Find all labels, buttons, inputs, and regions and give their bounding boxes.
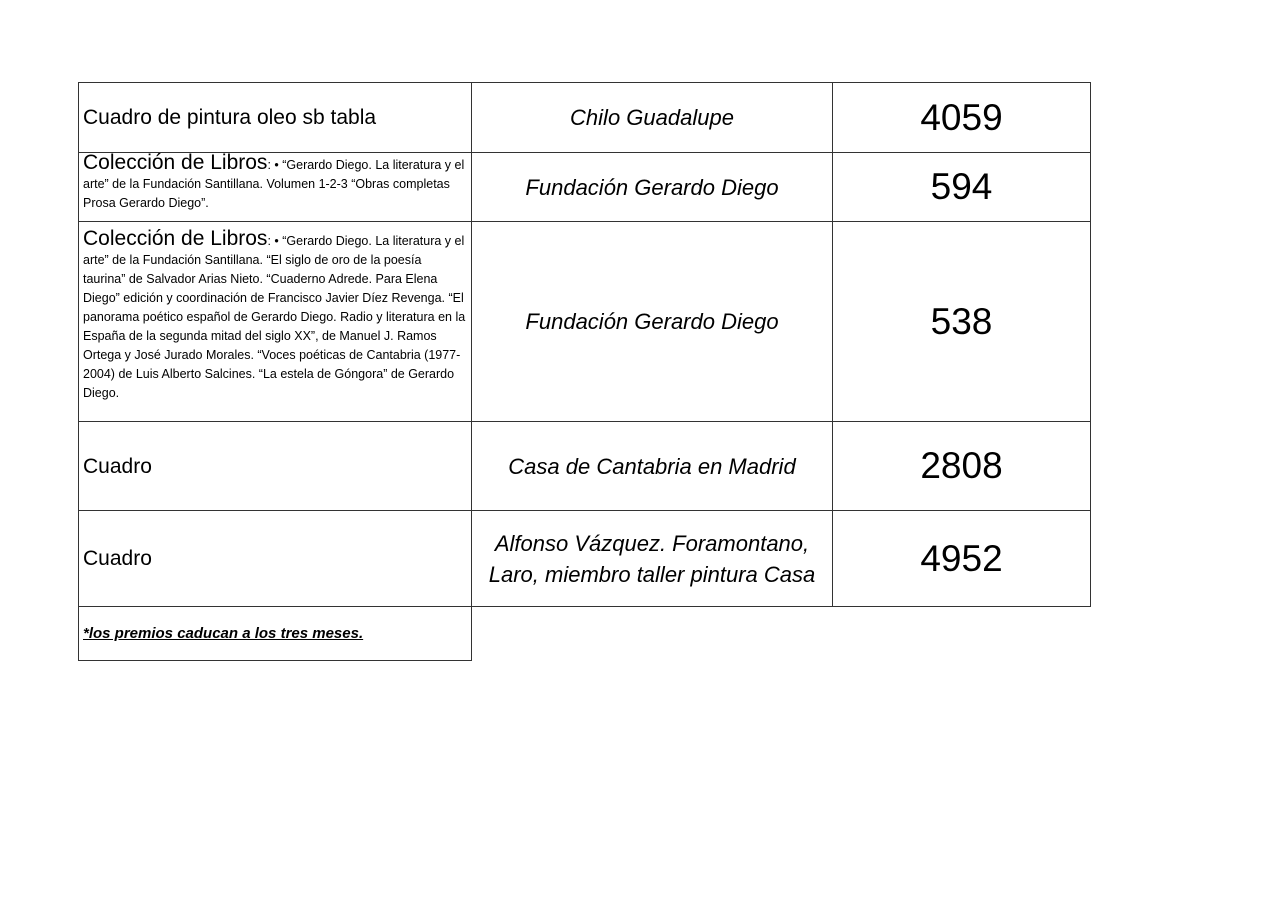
table-row bbox=[79, 511, 1091, 607]
table-row bbox=[79, 607, 1091, 661]
item-detail: : • “Gerardo Diego. La literatura y el arte” de la Fundación Santillana. Volumen 1-2-3 “Obras completas Prosa Gerardo Diego”. bbox=[83, 158, 465, 210]
table-row bbox=[79, 222, 1091, 422]
prize-number: 4952 bbox=[833, 511, 1091, 607]
table-row bbox=[79, 153, 1091, 222]
prize-number: 594 bbox=[833, 153, 1091, 222]
item-detail: : • “Gerardo Diego. La literatura y el arte” de la Fundación Santillana. “El siglo de oro de la poesía taurina” de Salvador Arias Nieto. “Cuaderno Adrede. Para Elena Diego” edición y coordinación de Francisco Javier Díez Revenga. “El panorama poético español de Gerardo Diego. Radio y literatura en la España de la segunda mitad del siglo XX”, de Manuel J. Ramos Ortega y José Jurado Morales. “Voces poéticas de Cantabria (1977-2004) de Luis Alberto Salcines. “La estela de Góngora” de Gerardo Diego. bbox=[83, 234, 466, 400]
donor-cell: Fundación Gerardo Diego bbox=[472, 222, 833, 422]
item-title: Cuadro bbox=[83, 547, 152, 570]
donor-cell: Casa de Cantabria en Madrid bbox=[472, 422, 833, 511]
donor-cell: Chilo Guadalupe bbox=[472, 83, 833, 153]
prize-number: 538 bbox=[833, 222, 1091, 422]
item-cell bbox=[79, 511, 472, 607]
item-title: Cuadro de pintura oleo sb tabla bbox=[83, 106, 377, 129]
table-row bbox=[79, 83, 1091, 153]
donor-cell: Alfonso Vázquez. Foramontano, Laro, miembro taller pintura Casa bbox=[472, 511, 833, 607]
item-cell bbox=[79, 222, 472, 422]
footnote: *los premios caducan a los tres meses. bbox=[83, 624, 364, 642]
item-cell bbox=[79, 83, 472, 153]
item-cell bbox=[79, 153, 472, 222]
prize-number: 4059 bbox=[833, 83, 1091, 153]
item-title: Cuadro bbox=[83, 454, 152, 478]
table-row bbox=[79, 422, 1091, 511]
prize-table bbox=[78, 82, 1091, 661]
empty-cell bbox=[472, 607, 833, 661]
prize-number: 2808 bbox=[833, 422, 1091, 511]
item-title: Colección de Libros bbox=[83, 227, 268, 250]
item-cell bbox=[79, 422, 472, 511]
donor-cell: Fundación Gerardo Diego bbox=[472, 153, 833, 222]
empty-cell bbox=[833, 607, 1091, 661]
footnote-cell bbox=[79, 607, 472, 661]
item-title: Colección de Libros bbox=[83, 152, 268, 174]
